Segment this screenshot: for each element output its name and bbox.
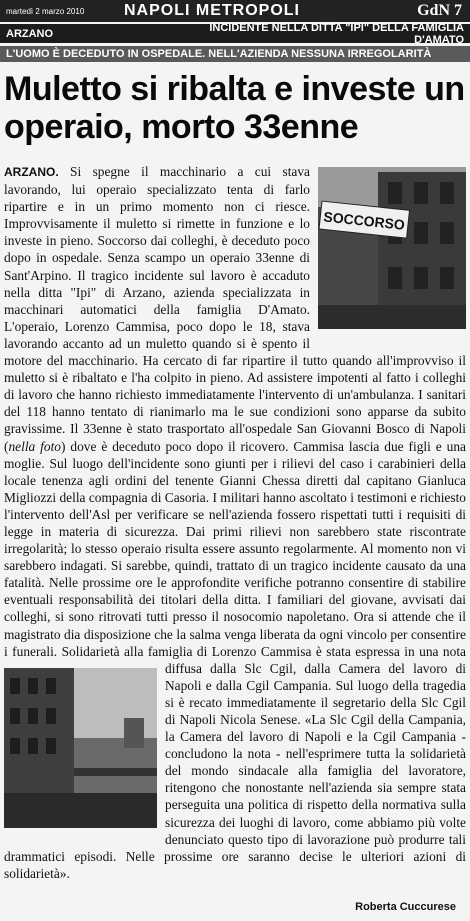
byline: Roberta Cuccurese [355, 901, 456, 913]
hospital-photo [318, 167, 466, 329]
page-header [0, 0, 470, 22]
building-photo [4, 668, 157, 828]
photo-reference: nella foto [8, 438, 61, 454]
topic-label: INCIDENTE NELLA DITTA "IPI" DELLA FAMIGLIA D'AMATO [209, 21, 464, 46]
subheadline: L'UOMO È DECEDUTO IN OSPEDALE. NELL'AZIENDA NESSUNA IRREGOLARITÀ [0, 46, 470, 62]
headline: Muletto si ribalta e investe un operaio, morto 33enne [4, 70, 465, 146]
article-text-2: ) dove è deceduto poco dopo il ricovero. Cammisa lascia due figli e una moglie. Sul luogo dell'incidente sono giunti per i rilievi del caso i carabinieri della locale tenenza agli ordini del tenente Gianni Chessa diretti dal capitano Gianluca Migliozzi della compagnia di Casoria. I militari hanno ascoltato i testimoni e richiesto l'intervento dell'Asl per verificare se nell'azienda fossero rispettati tutti i requisiti di legge in materia di sicurezza. Dai primi rilievi non sarebbero state riscontrate irregolarità; lo stesso operaio risulta essere assunto regolarmente. Al momento non vi sarebbero indagati. Si sarebbe, quindi, trattato di un tragico incidente causato da una fatalità. Nelle prossime ore le approfondite verifiche potranno consentire di stabilire eventuali responsabilità dei titolari della ditta. I familiari del giovane, avvisati dai colleghi, si sono ritrovati tutti presso il nosocomio napoletano. Ora si attende che il magistrato dia disposizione che la salma venga liberata da ogni vincolo per consentire i funerali. Solidarietà alla famiglia di Lorenzo Cammisa è stata espressa in una nota diffusa dalla Slc Cgil, dalla Camera del lavoro di Napoli e dalla Cgil Campania. Sul luogo della tragedia si è recato immediatamente il segretario della Slc Cgil di Napoli Nicola Senese. «La Slc Cgil della Campania, la Camera del lavoro di Napoli e la Cgil Campania - concludono la nota - nell'esprimere tutta la solidarietà del mondo sindacale alla famiglia del lavoratore, ritengono che nonostante nell'azienda sia sempre stata perseguita una politica di rispetto della normativa sulla sicurezza dei luoghi di lavoro, come abbiamo più volte denunciato questo tipo di lavorazione può produrre tali drammatici episodi. Nelle prossime ore saranno decise le ulteriori azioni di solidarietà». [4, 438, 466, 881]
newspaper-logo: GdN 7 [417, 2, 462, 19]
issue-date: martedì 2 marzo 2010 [6, 6, 85, 16]
topic-band [0, 21, 470, 46]
article-text-1: Si spegne il macchinario a cui stava lavorando, lui operaio specializzato tenta di farlo ripartire e in un primo momento non ci riesce. Improvvisamente il muletto si rimette in funzione e lo investe in pieno. Soccorso dai colleghi, è deceduto poco dopo in ospedale. Senza scampo un operaio 33enne di Sant'Arpino. Il tragico incidente sul lavoro è accaduto nella ditta "Ipi" di Arzano, azienda specializzata in macchinari automatici della famiglia D'Amato. L'operaio, Lorenzo Cammisa, poco dopo le 18, stava lavorando accanto ad un muletto quando si è spento il motore del macchinario. Ha cercato di far ripartire il tutto quando all'improvviso il muletto si è ribaltato e l'ha colpito in pieno. Ad assistere impotenti al fatto i colleghi di lavoro che hanno richiesto immediatamente l'intervento di un'ambulanza. I sanitari del 118 hanno tentato di rianimarlo ma le sue condizioni sono apparse da subito gravissime. Il 33enne è stato trasportato all'ospedale San Giovanni Bosco di Napoli ( [4, 164, 466, 454]
location-label: ARZANO [6, 27, 54, 40]
building-photo-image [4, 668, 157, 828]
article-kicker: ARZANO. [4, 165, 59, 179]
article-body [4, 163, 466, 908]
section-title: NAPOLI METROPOLI [124, 2, 300, 19]
photo-sign-text: SOCCORSO [322, 208, 406, 233]
hospital-photo-image [318, 167, 466, 329]
